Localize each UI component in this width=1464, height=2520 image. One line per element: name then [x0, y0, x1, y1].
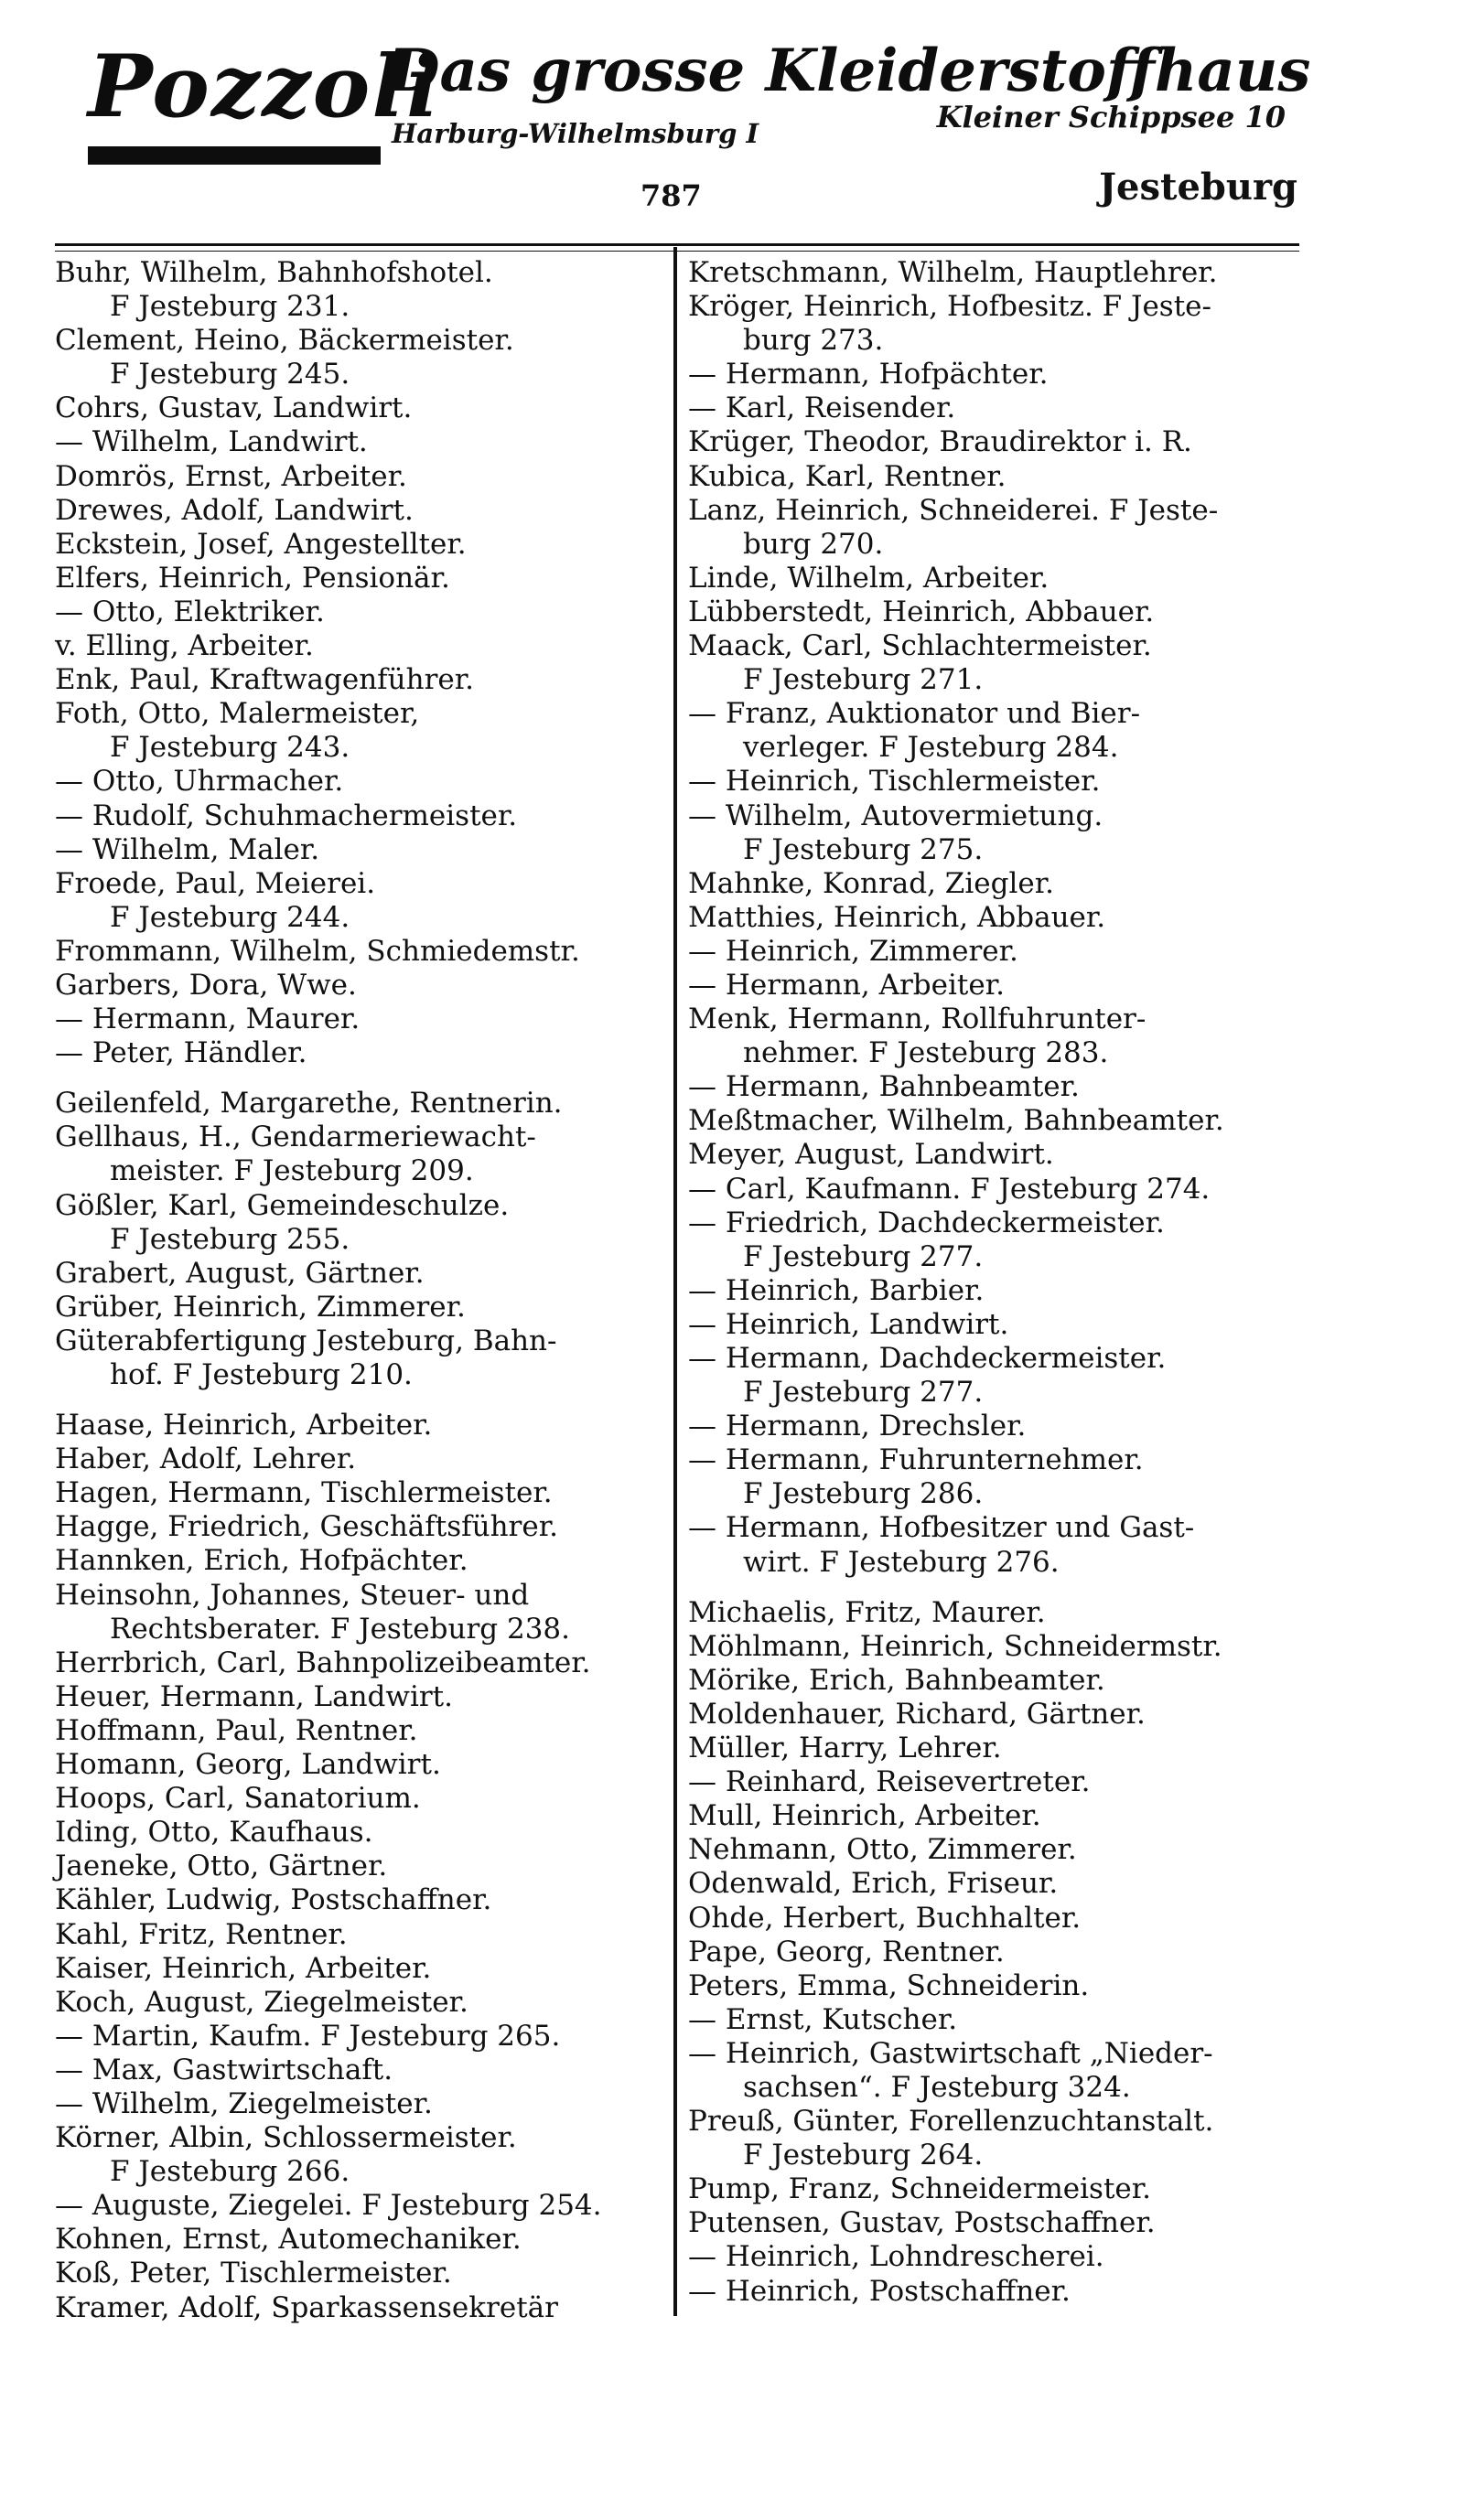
directory-entry-line: Drewes, Adolf, Landwirt.	[55, 493, 414, 527]
advertisement-banner	[0, 0, 1464, 183]
directory-entry-line: — Auguste, Ziegelei. F Jesteburg 254.	[55, 2189, 602, 2223]
directory-entry-line: Buhr, Wilhelm, Bahnhofshotel.	[55, 256, 493, 289]
directory-entry-line: — Wilhelm, Landwirt.	[55, 425, 368, 459]
directory-entry-line: F Jesteburg 271.	[743, 663, 984, 697]
directory-entry-line: Gellhaus, H., Gendarmeriewacht-	[55, 1121, 536, 1154]
directory-entry-line: Kahl, Fritz, Rentner.	[55, 1917, 348, 1951]
directory-entry-line: v. Elling, Arbeiter.	[55, 629, 314, 663]
directory-entry-line: — Hermann, Bahnbeamter.	[688, 1070, 1080, 1104]
directory-entry-line: F Jesteburg 264.	[743, 2139, 984, 2172]
directory-entry-line: — Franz, Auktionator und Bier-	[688, 697, 1141, 731]
directory-entry-line: Preuß, Günter, Forellenzuchtanstalt.	[688, 2105, 1214, 2139]
directory-entry-line: Krüger, Theodor, Braudirektor i. R.	[688, 425, 1192, 459]
directory-entry-line: F Jesteburg 255.	[110, 1222, 350, 1256]
directory-entry-line: F Jesteburg 231.	[110, 290, 350, 324]
directory-entry-line: Kubica, Karl, Rentner.	[688, 459, 1006, 493]
directory-entry-line: Domrös, Ernst, Arbeiter.	[55, 459, 407, 493]
directory-entry-line: F Jesteburg 245.	[110, 358, 350, 391]
directory-entry-line: — Hermann, Arbeiter.	[688, 968, 1005, 1002]
directory-entry-line: — Heinrich, Lohndrescherei.	[688, 2240, 1104, 2274]
directory-entry-line: — Heinrich, Barbier.	[688, 1273, 985, 1307]
directory-entry-line: Froede, Paul, Meierei.	[55, 866, 376, 900]
directory-entry-line: Peters, Emma, Schneiderin.	[688, 1968, 1090, 2002]
directory-entry-line: Güterabfertigung Jesteburg, Bahn-	[55, 1324, 557, 1357]
ad-title: Das grosse Kleiderstoffhaus	[389, 37, 1311, 105]
directory-entry-line: — Heinrich, Tischlermeister.	[688, 765, 1101, 799]
directory-entry-line: hof. F Jesteburg 210.	[110, 1358, 413, 1391]
directory-entry-line: Iding, Otto, Kaufhaus.	[55, 1816, 373, 1850]
directory-entry-line: F Jesteburg 275.	[743, 832, 984, 866]
directory-entry-line: Michaelis, Fritz, Maurer.	[688, 1595, 1046, 1629]
directory-entry-line: verleger. F Jesteburg 284.	[743, 731, 1119, 765]
directory-entry-line: Pape, Georg, Rentner.	[688, 1935, 1005, 1968]
directory-entry-line: — Reinhard, Reisevertreter.	[688, 1765, 1091, 1799]
directory-entry-line: — Heinrich, Zimmerer.	[688, 934, 1018, 968]
left-column	[55, 256, 666, 2325]
directory-entry-line: Nehmann, Otto, Zimmerer.	[688, 1833, 1077, 1867]
directory-entry-line: — Wilhelm, Autovermietung.	[688, 799, 1103, 832]
directory-entry-line: Eckstein, Josef, Angestellter.	[55, 527, 467, 561]
directory-entry-line: — Wilhelm, Maler.	[55, 832, 320, 866]
directory-entry-line: Heuer, Hermann, Landwirt.	[55, 1679, 453, 1713]
directory-entry-line: Homann, Georg, Landwirt.	[55, 1748, 441, 1782]
ad-location: Harburg-Wilhelmsburg I	[392, 118, 759, 149]
ad-logo-underline	[88, 146, 381, 165]
directory-entry-line: F Jesteburg 286.	[743, 1477, 984, 1511]
directory-entry-line: Linde, Wilhelm, Arbeiter.	[688, 561, 1050, 595]
directory-entry-line: — Karl, Reisender.	[688, 391, 956, 425]
directory-entry-line: Foth, Otto, Malermeister,	[55, 697, 420, 731]
directory-entry-line: Mull, Heinrich, Arbeiter.	[688, 1799, 1041, 1833]
directory-entry-line: Kretschmann, Wilhelm, Hauptlehrer.	[688, 256, 1218, 289]
directory-entry-line: Kramer, Adolf, Sparkassensekretär	[55, 2290, 558, 2324]
directory-entry-line: Kaiser, Heinrich, Arbeiter.	[55, 1951, 432, 1985]
directory-entry-line: Meßtmacher, Wilhelm, Bahnbeamter.	[688, 1104, 1224, 1138]
directory-entry-line: Koch, August, Ziegelmeister.	[55, 1985, 468, 2019]
right-column	[688, 256, 1329, 2309]
directory-entry-line: F Jesteburg 244.	[110, 900, 350, 934]
directory-entry-line: — Hermann, Dachdeckermeister.	[688, 1342, 1167, 1375]
directory-entry-line: nehmer. F Jesteburg 283.	[743, 1036, 1109, 1070]
directory-entry-line: Körner, Albin, Schlossermeister.	[55, 2121, 517, 2155]
directory-entry-line: F Jesteburg 266.	[110, 2155, 350, 2189]
directory-entry-line: Hoops, Carl, Sanatorium.	[55, 1782, 421, 1816]
directory-entry-line: burg 273.	[743, 324, 884, 358]
column-divider	[673, 247, 677, 2316]
directory-entry-line: — Friedrich, Dachdeckermeister.	[688, 1206, 1165, 1239]
directory-entry-line: — Heinrich, Landwirt.	[688, 1307, 1009, 1341]
directory-entry-line: — Hermann, Hofpächter.	[688, 358, 1049, 391]
directory-entry-line: Moldenhauer, Richard, Gärtner.	[688, 1697, 1146, 1731]
directory-entry-line: — Hermann, Drechsler.	[688, 1410, 1027, 1443]
directory-entry-line: Elfers, Heinrich, Pensionär.	[55, 561, 450, 595]
directory-entry-line: Heinsohn, Johannes, Steuer- und	[55, 1578, 530, 1612]
directory-entry-line: — Max, Gastwirtschaft.	[55, 2053, 393, 2086]
directory-entry-line: — Otto, Elektriker.	[55, 595, 325, 628]
directory-entry-line: — Heinrich, Gastwirtschaft „Nieder-	[688, 2036, 1213, 2070]
directory-entry-line: Haber, Adolf, Lehrer.	[55, 1442, 357, 1476]
directory-entry-line: — Wilhelm, Ziegelmeister.	[55, 2086, 433, 2120]
directory-entry-line: — Hermann, Hofbesitzer und Gast-	[688, 1511, 1195, 1545]
directory-entry-line: Cohrs, Gustav, Landwirt.	[55, 391, 413, 425]
directory-entry-line: Kähler, Ludwig, Postschaffner.	[55, 1883, 492, 1917]
directory-entry-line: Putensen, Gustav, Postschaffner.	[688, 2206, 1156, 2240]
directory-entry-line: F Jesteburg 277.	[743, 1239, 984, 1273]
directory-entry-line: Ohde, Herbert, Buchhalter.	[688, 1901, 1082, 1935]
directory-entry-line: Rechtsberater. F Jesteburg 238.	[110, 1612, 570, 1646]
directory-entry-line: Grabert, August, Gärtner.	[55, 1256, 425, 1290]
directory-entry-line: — Ernst, Kutscher.	[688, 2002, 958, 2036]
directory-entry-line: Matthies, Heinrich, Abbauer.	[688, 900, 1106, 934]
directory-entry-line: — Heinrich, Postschaffner.	[688, 2274, 1071, 2308]
directory-entry-line: — Hermann, Maurer.	[55, 1003, 361, 1036]
directory-entry-line: Grüber, Heinrich, Zimmerer.	[55, 1290, 466, 1324]
directory-entry-line: Hoffmann, Paul, Rentner.	[55, 1713, 418, 1747]
directory-entry-line: — Peter, Händler.	[55, 1036, 307, 1070]
directory-entry-line: Lanz, Heinrich, Schneiderei. F Jeste-	[688, 493, 1219, 527]
header-rule	[55, 243, 1299, 246]
directory-entry-line: — Martin, Kaufm. F Jesteburg 265.	[55, 2019, 561, 2053]
directory-entry-line: Mahnke, Konrad, Ziegler.	[688, 866, 1054, 900]
directory-entry-line: Herrbrich, Carl, Bahnpolizeibeamter.	[55, 1646, 591, 1679]
directory-entry-line: Jaeneke, Otto, Gärtner.	[55, 1850, 388, 1883]
directory-entry-line: Möhlmann, Heinrich, Schneidermstr.	[688, 1629, 1222, 1663]
directory-entry-line: Geilenfeld, Margarethe, Rentnerin.	[55, 1087, 563, 1121]
directory-entry-line: — Carl, Kaufmann. F Jesteburg 274.	[688, 1172, 1211, 1206]
directory-entry-line: — Hermann, Fuhrunternehmer.	[688, 1443, 1144, 1477]
directory-entry-line: sachsen“. F Jesteburg 324.	[743, 2070, 1131, 2104]
directory-entry-line: Hannken, Erich, Hofpächter.	[55, 1544, 468, 1578]
directory-entry-line: Gößler, Karl, Gemeindeschulze.	[55, 1188, 510, 1222]
directory-entry-line: Garbers, Dora, Wwe.	[55, 968, 357, 1002]
directory-entry-line: Meyer, August, Landwirt.	[688, 1138, 1054, 1172]
directory-entry-line: Maack, Carl, Schlachtermeister.	[688, 629, 1152, 663]
directory-entry-line: F Jesteburg 277.	[743, 1376, 984, 1410]
directory-entry-line: Kröger, Heinrich, Hofbesitz. F Jeste-	[688, 290, 1211, 324]
directory-entry-line: Hagen, Hermann, Tischlermeister.	[55, 1476, 553, 1510]
ad-address: Kleiner Schippsee 10	[936, 100, 1286, 134]
directory-entry-line: Lübberstedt, Heinrich, Abbauer.	[688, 595, 1155, 628]
directory-entry-line: Müller, Harry, Lehrer.	[688, 1732, 1002, 1765]
directory-entry-line: — Otto, Uhrmacher.	[55, 765, 344, 799]
header-rule-thin	[55, 251, 1299, 252]
directory-entry-line: Frommann, Wilhelm, Schmiedemstr.	[55, 934, 580, 968]
running-head: Jesteburg	[1099, 166, 1297, 209]
directory-entry-line: meister. F Jesteburg 209.	[110, 1154, 474, 1188]
directory-entry-line: Enk, Paul, Kraftwagenführer.	[55, 663, 475, 697]
page-number: 787	[640, 178, 702, 213]
directory-entry-line: burg 270.	[743, 527, 884, 561]
directory-entry-line: Odenwald, Erich, Friseur.	[688, 1867, 1059, 1901]
directory-entry-line: Koß, Peter, Tischlermeister.	[55, 2257, 452, 2290]
directory-entry-line: — Rudolf, Schuhmachermeister.	[55, 799, 518, 832]
directory-entry-line: Pump, Franz, Schneidermeister.	[688, 2172, 1152, 2206]
directory-entry-line: Mörike, Erich, Bahnbeamter.	[688, 1663, 1105, 1697]
ad-logo: Pozzoli	[88, 37, 441, 137]
directory-entry-line: Hagge, Friedrich, Geschäftsführer.	[55, 1510, 558, 1544]
directory-entry-line: Haase, Heinrich, Arbeiter.	[55, 1409, 433, 1442]
directory-entry-line: Menk, Hermann, Rollfuhrunter-	[688, 1003, 1146, 1036]
directory-entry-line: Kohnen, Ernst, Automechaniker.	[55, 2223, 522, 2257]
directory-entry-line: wirt. F Jesteburg 276.	[743, 1545, 1060, 1579]
directory-entry-line: F Jesteburg 243.	[110, 731, 350, 765]
directory-entry-line: Clement, Heino, Bäckermeister.	[55, 324, 514, 358]
